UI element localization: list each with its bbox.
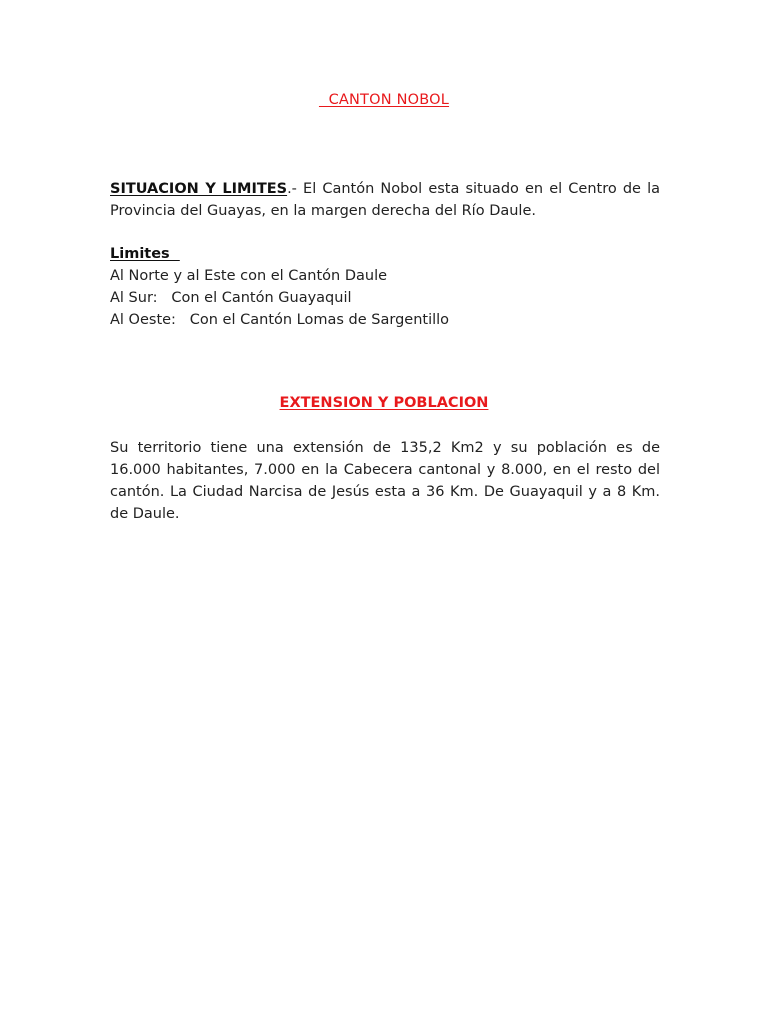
- situacion-text: .- El Cantón Nobol esta situado en el Centro de la Provincia del Guayas, en la margen derecha del Río Daule.: [110, 181, 660, 219]
- page-title: CANTON NOBOL: [318, 92, 450, 108]
- limite-norte-este: Al Norte y al Este con el Cantón Daule: [110, 268, 388, 284]
- situacion-heading: SITUACION Y LIMITES: [110, 181, 288, 197]
- limites-section: [110, 243, 660, 331]
- limite-sur: Al Sur: Con el Cantón Guayaquil: [110, 290, 352, 306]
- limite-oeste: Al Oeste: Con el Cantón Lomas de Sargentillo: [110, 312, 450, 328]
- extension-paragraph: Su territorio tiene una extensión de 135,2 Km2 y su población es de 16.000 habitantes, 7.000 en la Cabecera cantonal y 8.000, en el resto del cantón. La Ciudad Narcisa de Jesús esta a 36 Km. De Guayaquil y a 8 Km. de Daule.: [110, 440, 660, 522]
- limites-heading: Limites: [110, 246, 180, 262]
- extension-heading: EXTENSION Y POBLACION: [279, 395, 489, 411]
- situacion-paragraph: [110, 178, 660, 222]
